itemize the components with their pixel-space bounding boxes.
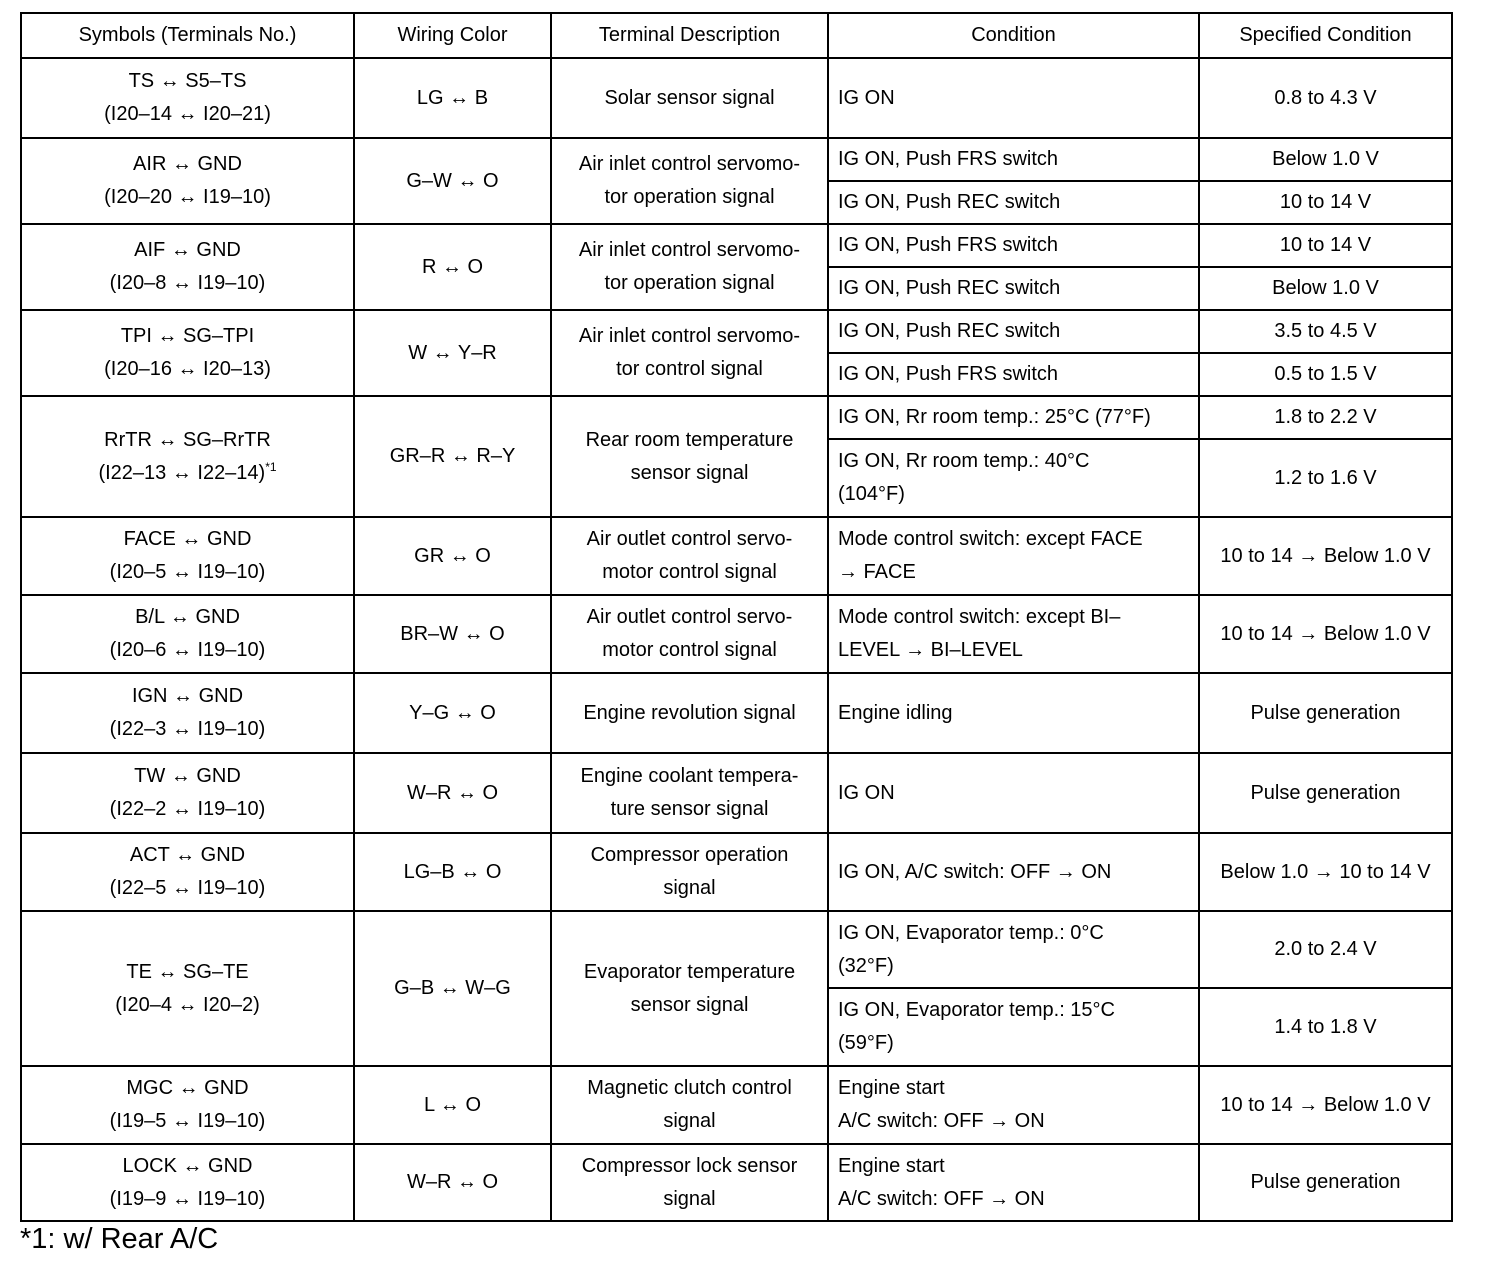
condition-line: IG ON, Rr room temp.: 25°C (77°F) [838,406,1151,428]
description-cell [551,753,828,833]
condition-line: → FACE [838,561,916,583]
wiring-color-cell: BR–W ↔ O [354,595,551,673]
table-row [21,224,1452,267]
symbol-cell [21,396,354,517]
terminal-numbers-line [22,634,353,667]
table-row [21,138,1452,181]
table-body [21,58,1452,1221]
terminal-numbers: (I20–14 ↔ I20–21) [104,103,271,125]
terminal-symbol: MGC ↔ GND [126,1077,249,1099]
terminal-numbers-line [22,181,353,214]
specified-condition-cell: 10 to 14 → Below 1.0 V [1199,517,1452,595]
symbol-cell [21,224,354,310]
wiring-color-cell: W–R ↔ O [354,1144,551,1221]
terminal-numbers-line [22,98,353,131]
description-line: tor operation signal [604,272,775,294]
condition-line: (104°F) [838,483,905,505]
terminal-numbers-line [22,267,353,300]
terminal-numbers: (I20–20 ↔ I19–10) [104,186,271,208]
condition-cell [828,753,1199,833]
specified-condition-cell: 10 to 14 V [1199,224,1452,267]
terminal-symbol: FACE ↔ GND [123,528,252,550]
condition-cell [828,181,1199,224]
description-line: Rear room temperature [585,428,794,451]
terminal-numbers: (I20–4 ↔ I20–2) [115,993,260,1016]
symbol-cell [21,595,354,673]
condition-cell [828,138,1199,181]
terminal-symbol: TE ↔ SG–TE [126,960,249,983]
terminal-symbol: TS ↔ S5–TS [128,70,247,92]
header-specified-condition: Specified Condition [1199,13,1452,58]
description-line: Air inlet control servomo- [578,325,801,347]
description-line: Magnetic clutch control [587,1077,792,1099]
specified-condition-cell: 10 to 14 → Below 1.0 V [1199,595,1452,673]
condition-line: LEVEL → BI–LEVEL [838,639,1023,661]
table-row [21,1144,1452,1221]
condition-cell [828,310,1199,353]
condition-cell [828,224,1199,267]
description-line: motor control signal [602,639,777,661]
wiring-color-cell: R ↔ O [354,224,551,310]
description-line: Air outlet control servo- [586,606,793,628]
header-symbols: Symbols (Terminals No.) [21,13,354,58]
terminal-numbers-line [22,793,353,826]
specified-condition-cell: 10 to 14 → Below 1.0 V [1199,1066,1452,1144]
condition-cell [828,988,1199,1066]
condition-line: IG ON, Push FRS switch [838,234,1059,256]
terminal-numbers: (I22–5 ↔ I19–10) [109,877,266,899]
description-line: signal [663,1110,716,1132]
description-cell [551,58,828,138]
table-row [21,911,1452,988]
table-row [21,310,1452,353]
terminal-numbers-line [22,989,353,1022]
condition-line: A/C switch: OFF → ON [838,1187,1045,1210]
symbol-cell [21,517,354,595]
condition-line: IG ON, A/C switch: OFF → ON [838,860,1112,883]
condition-line: (32°F) [838,954,894,977]
description-line: Solar sensor signal [604,86,775,109]
description-line: Air inlet control servomo- [578,153,801,175]
specified-condition-cell: Below 1.0 V [1199,138,1452,181]
condition-cell [828,595,1199,673]
description-cell [551,396,828,517]
description-line: tor operation signal [604,186,775,208]
condition-line: Engine start [838,1077,945,1099]
condition-line: Engine idling [838,701,953,724]
description-line: signal [663,1187,716,1210]
description-line: Compressor lock sensor [581,1154,798,1177]
condition-line: Mode control switch: except FACE [838,528,1143,550]
description-cell [551,595,828,673]
specified-condition-cell: Pulse generation [1199,673,1452,753]
condition-line: IG ON [838,781,895,804]
condition-line: IG ON, Push FRS switch [838,148,1059,170]
symbol-cell [21,58,354,138]
terminal-symbol: TW ↔ GND [134,765,241,787]
wiring-color-cell: LG ↔ B [354,58,551,138]
description-cell [551,310,828,396]
wiring-color-cell: W–R ↔ O [354,753,551,833]
terminal-numbers: (I20–6 ↔ I19–10) [109,639,266,661]
symbol-cell [21,911,354,1066]
description-cell [551,911,828,1066]
condition-cell [828,1144,1199,1221]
terminal-symbol: B/L ↔ GND [135,606,240,628]
description-line: sensor signal [630,461,749,484]
condition-cell [828,1066,1199,1144]
condition-cell [828,267,1199,310]
table-row [21,1066,1452,1144]
terminal-symbol: ACT ↔ GND [129,844,246,866]
specified-condition-cell: 1.2 to 1.6 V [1199,439,1452,517]
condition-cell [828,353,1199,396]
terminal-symbol: LOCK ↔ GND [122,1154,253,1177]
header-row [21,13,1452,58]
table-row [21,396,1452,439]
terminal-numbers-line [22,1183,353,1216]
header-wiring-color: Wiring Color [354,13,551,58]
terminal-symbol: AIF ↔ GND [134,239,241,261]
specified-condition-cell: 1.8 to 2.2 V [1199,396,1452,439]
wiring-color-cell: G–B ↔ W–G [354,911,551,1066]
terminal-symbol: AIR ↔ GND [133,153,242,175]
description-line: Air inlet control servomo- [578,239,801,261]
description-line: motor control signal [602,561,777,583]
specified-condition-cell: Below 1.0 → 10 to 14 V [1199,833,1452,911]
symbol-cell [21,673,354,753]
condition-line: IG ON, Push REC switch [838,320,1061,342]
description-line: sensor signal [630,993,749,1016]
wiring-color-cell: GR ↔ O [354,517,551,595]
description-line: Evaporator temperature [583,960,796,983]
wiring-color-cell: Y–G ↔ O [354,673,551,753]
wiring-color-cell: LG–B ↔ O [354,833,551,911]
description-cell [551,138,828,224]
condition-cell [828,517,1199,595]
condition-line: IG ON, Evaporator temp.: 15°C [838,999,1115,1021]
terminal-numbers-line [22,353,353,386]
description-line: ture sensor signal [610,798,769,820]
condition-line: (59°F) [838,1032,894,1054]
terminal-numbers: (I20–16 ↔ I20–13) [104,358,271,380]
description-cell [551,833,828,911]
terminal-numbers: (I19–5 ↔ I19–10) [109,1110,266,1132]
description-cell [551,224,828,310]
terminal-numbers-line [22,872,353,905]
table-row [21,833,1452,911]
specified-condition-cell: 10 to 14 V [1199,181,1452,224]
condition-cell [828,439,1199,517]
table-row [21,753,1452,833]
terminal-numbers-line [22,713,353,746]
wiring-color-cell: G–W ↔ O [354,138,551,224]
header-condition: Condition [828,13,1199,58]
table-row [21,673,1452,753]
description-line: Air outlet control servo- [586,528,793,550]
condition-line: IG ON, Push REC switch [838,191,1061,213]
specified-condition-cell: 1.4 to 1.8 V [1199,988,1452,1066]
condition-line: Engine start [838,1154,945,1177]
condition-line: IG ON, Evaporator temp.: 0°C [838,921,1104,944]
condition-line: IG ON, Push FRS switch [838,363,1059,385]
terminal-symbol: RrTR ↔ SG–RrTR [104,428,271,451]
terminal-numbers: (I22–2 ↔ I19–10) [109,798,266,820]
condition-line: A/C switch: OFF → ON [838,1110,1045,1132]
specified-condition-cell: 3.5 to 4.5 V [1199,310,1452,353]
specified-condition-cell: 0.5 to 1.5 V [1199,353,1452,396]
footnote-mark: *1 [265,459,277,474]
terminal-symbol: IGN ↔ GND [131,685,244,707]
condition-cell [828,396,1199,439]
symbol-cell [21,753,354,833]
description-line: tor control signal [616,358,763,380]
terminal-numbers: (I20–5 ↔ I19–10) [109,561,266,583]
header-terminal-description: Terminal Description [551,13,828,58]
table-row [21,517,1452,595]
condition-line: Mode control switch: except BI– [838,606,1121,628]
specified-condition-cell: Pulse generation [1199,1144,1452,1221]
table-row [21,58,1452,138]
specified-condition-cell: Below 1.0 V [1199,267,1452,310]
table-row [21,595,1452,673]
condition-line: IG ON, Push REC switch [838,277,1061,299]
symbol-cell [21,1144,354,1221]
terminal-numbers: (I20–8 ↔ I19–10) [109,272,266,294]
description-cell [551,517,828,595]
condition-cell [828,911,1199,988]
symbol-cell [21,310,354,396]
terminal-numbers: (I22–13 ↔ I22–14) [98,461,266,484]
specified-condition-cell: 0.8 to 4.3 V [1199,58,1452,138]
symbol-cell [21,138,354,224]
description-cell [551,1066,828,1144]
terminal-numbers-line [22,556,353,589]
wiring-color-cell: GR–R ↔ R–Y [354,396,551,517]
description-line: Engine revolution signal [583,701,796,724]
condition-line: IG ON, Rr room temp.: 40°C [838,450,1090,472]
footnote: *1: w/ Rear A/C [20,1223,219,1255]
specified-condition-cell: 2.0 to 2.4 V [1199,911,1452,988]
terminal-numbers-line [22,457,353,490]
terminal-symbol: TPI ↔ SG–TPI [120,325,255,347]
condition-cell [828,58,1199,138]
condition-cell [828,673,1199,753]
wiring-color-cell: L ↔ O [354,1066,551,1144]
specified-condition-cell: Pulse generation [1199,753,1452,833]
terminal-numbers-line [22,1105,353,1138]
description-line: Engine coolant tempera- [580,765,799,787]
terminal-numbers: (I22–3 ↔ I19–10) [109,718,266,740]
description-line: signal [663,877,716,899]
description-cell [551,1144,828,1221]
condition-cell [828,833,1199,911]
terminal-numbers: (I19–9 ↔ I19–10) [109,1187,266,1210]
symbol-cell [21,833,354,911]
wiring-color-cell: W ↔ Y–R [354,310,551,396]
condition-line: IG ON [838,86,895,109]
description-cell [551,673,828,753]
description-line: Compressor operation [590,844,789,866]
symbol-cell [21,1066,354,1144]
terminal-inspection-table [20,12,1453,1222]
